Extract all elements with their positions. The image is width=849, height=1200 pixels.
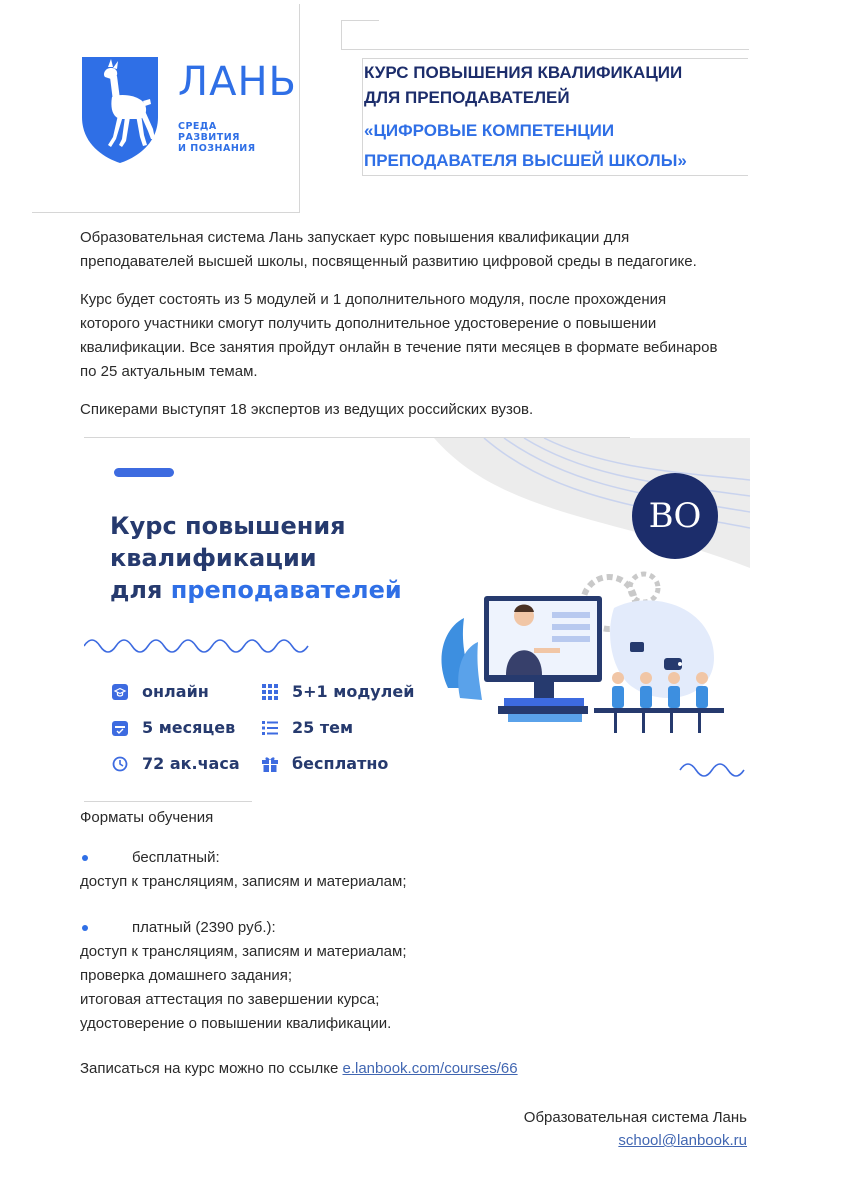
headline-line-1: КУРС ПОВЫШЕНИЯ КВАЛИФИКАЦИИ (364, 63, 683, 82)
format-free-item: доступ к трансляциям, записям и материалам; (80, 873, 407, 890)
logo-tagline-line: СРЕДА (178, 121, 217, 132)
paragraph-line: квалификации. Все занятия пройдут онлайн в течение пяти месяцев в формате вебинаров (80, 339, 718, 356)
footer-org: Образовательная система Лань (523, 1109, 747, 1126)
feature-months: 5 месяцев (142, 718, 236, 737)
format-paid-item: доступ к трансляциям, записям и материалам; (80, 943, 407, 960)
feature-topics: 25 тем (292, 718, 354, 737)
intro-paragraph (80, 226, 760, 274)
feature-free: бесплатно (292, 754, 389, 773)
logo-tagline-line: И ПОЗНАНИЯ (178, 143, 256, 154)
course-structure-paragraph (80, 288, 760, 384)
headline-line-4: ПРЕПОДАВАТЕЛЯ ВЫСШЕЙ ШКОЛЫ» (364, 151, 687, 170)
banner-bottom-rule (84, 801, 252, 802)
headline-line-2: ДЛЯ ПРЕПОДАВАТЕЛЕЙ (364, 88, 570, 107)
header-top-rule-short (341, 20, 379, 21)
footer-email-wrap (618, 1129, 747, 1153)
banner-accent-bar (114, 468, 174, 477)
banner-title-line (110, 574, 402, 606)
headline-left-border (362, 58, 363, 176)
headline-top-rule (362, 58, 748, 59)
header-tab-left (341, 20, 342, 49)
feature-modules: 5+1 модулей (292, 682, 415, 701)
course-banner (84, 438, 750, 800)
banner-title-prefix: для (110, 576, 171, 604)
formats-heading: Форматы обучения (80, 809, 214, 826)
speakers-paragraph: Спикерами выступят 18 экспертов из ведущих российских вузов. (80, 401, 534, 418)
banner-title-line: квалификации (110, 544, 317, 572)
header-top-rule (341, 49, 749, 50)
banner-title-line: Курс повышения (110, 512, 346, 540)
feature-online: онлайн (142, 682, 209, 701)
list-icon (262, 720, 278, 736)
bullet-paid (82, 925, 88, 931)
deer-shield-icon (80, 55, 160, 165)
paragraph-line: которого участники смогут получить дополнительное удостоверение о повышении (80, 315, 657, 332)
footer-email-link[interactable]: school@lanbook.ru (618, 1132, 747, 1149)
feature-hours: 72 ак.часа (142, 754, 240, 773)
format-paid-item: удостоверение о повышении квалификации. (80, 1015, 392, 1032)
format-paid-label: платный (2390 руб.): (132, 919, 276, 936)
clock-icon (112, 756, 128, 772)
header-left-border (299, 4, 300, 212)
course-link[interactable]: e.lanbook.com/courses/66 (342, 1060, 518, 1077)
teacher-illustration (434, 568, 734, 738)
logo-tagline (178, 121, 256, 154)
logo-wordmark: ЛАНЬ (178, 59, 297, 105)
paragraph-line: по 25 актуальным темам. (80, 363, 258, 380)
format-free-label: бесплатный: (132, 849, 220, 866)
gift-icon (262, 756, 278, 772)
calendar-icon (112, 720, 128, 736)
banner-title-accent: преподавателей (170, 576, 402, 604)
modules-grid-icon (262, 684, 278, 700)
bullet-free (82, 855, 88, 861)
banner-title (110, 510, 402, 606)
signup-text: Записаться на курс можно по ссылке (80, 1060, 343, 1077)
lan-logo (80, 55, 297, 165)
online-cap-icon (112, 684, 128, 700)
signup-line (80, 1057, 518, 1081)
vo-badge-label: ВО (648, 496, 702, 536)
paragraph-line: Курс будет состоять из 5 модулей и 1 дополнительного модуля, после прохождения (80, 291, 667, 308)
logo-tagline-line: РАЗВИТИЯ (178, 132, 241, 143)
vo-badge (632, 473, 718, 559)
format-paid-item: итоговая аттестация по завершении курса; (80, 991, 380, 1008)
header-left-bottom-rule (32, 212, 300, 213)
headline-line-3: «ЦИФРОВЫЕ КОМПЕТЕНЦИИ (364, 121, 615, 140)
paragraph-line: Образовательная система Лань запускает курс повышения квалификации для (80, 229, 630, 246)
format-paid-item: проверка домашнего задания; (80, 967, 293, 984)
paragraph-line: преподавателей высшей школы, посвященный развитию цифровой среды в педагогике. (80, 253, 697, 270)
